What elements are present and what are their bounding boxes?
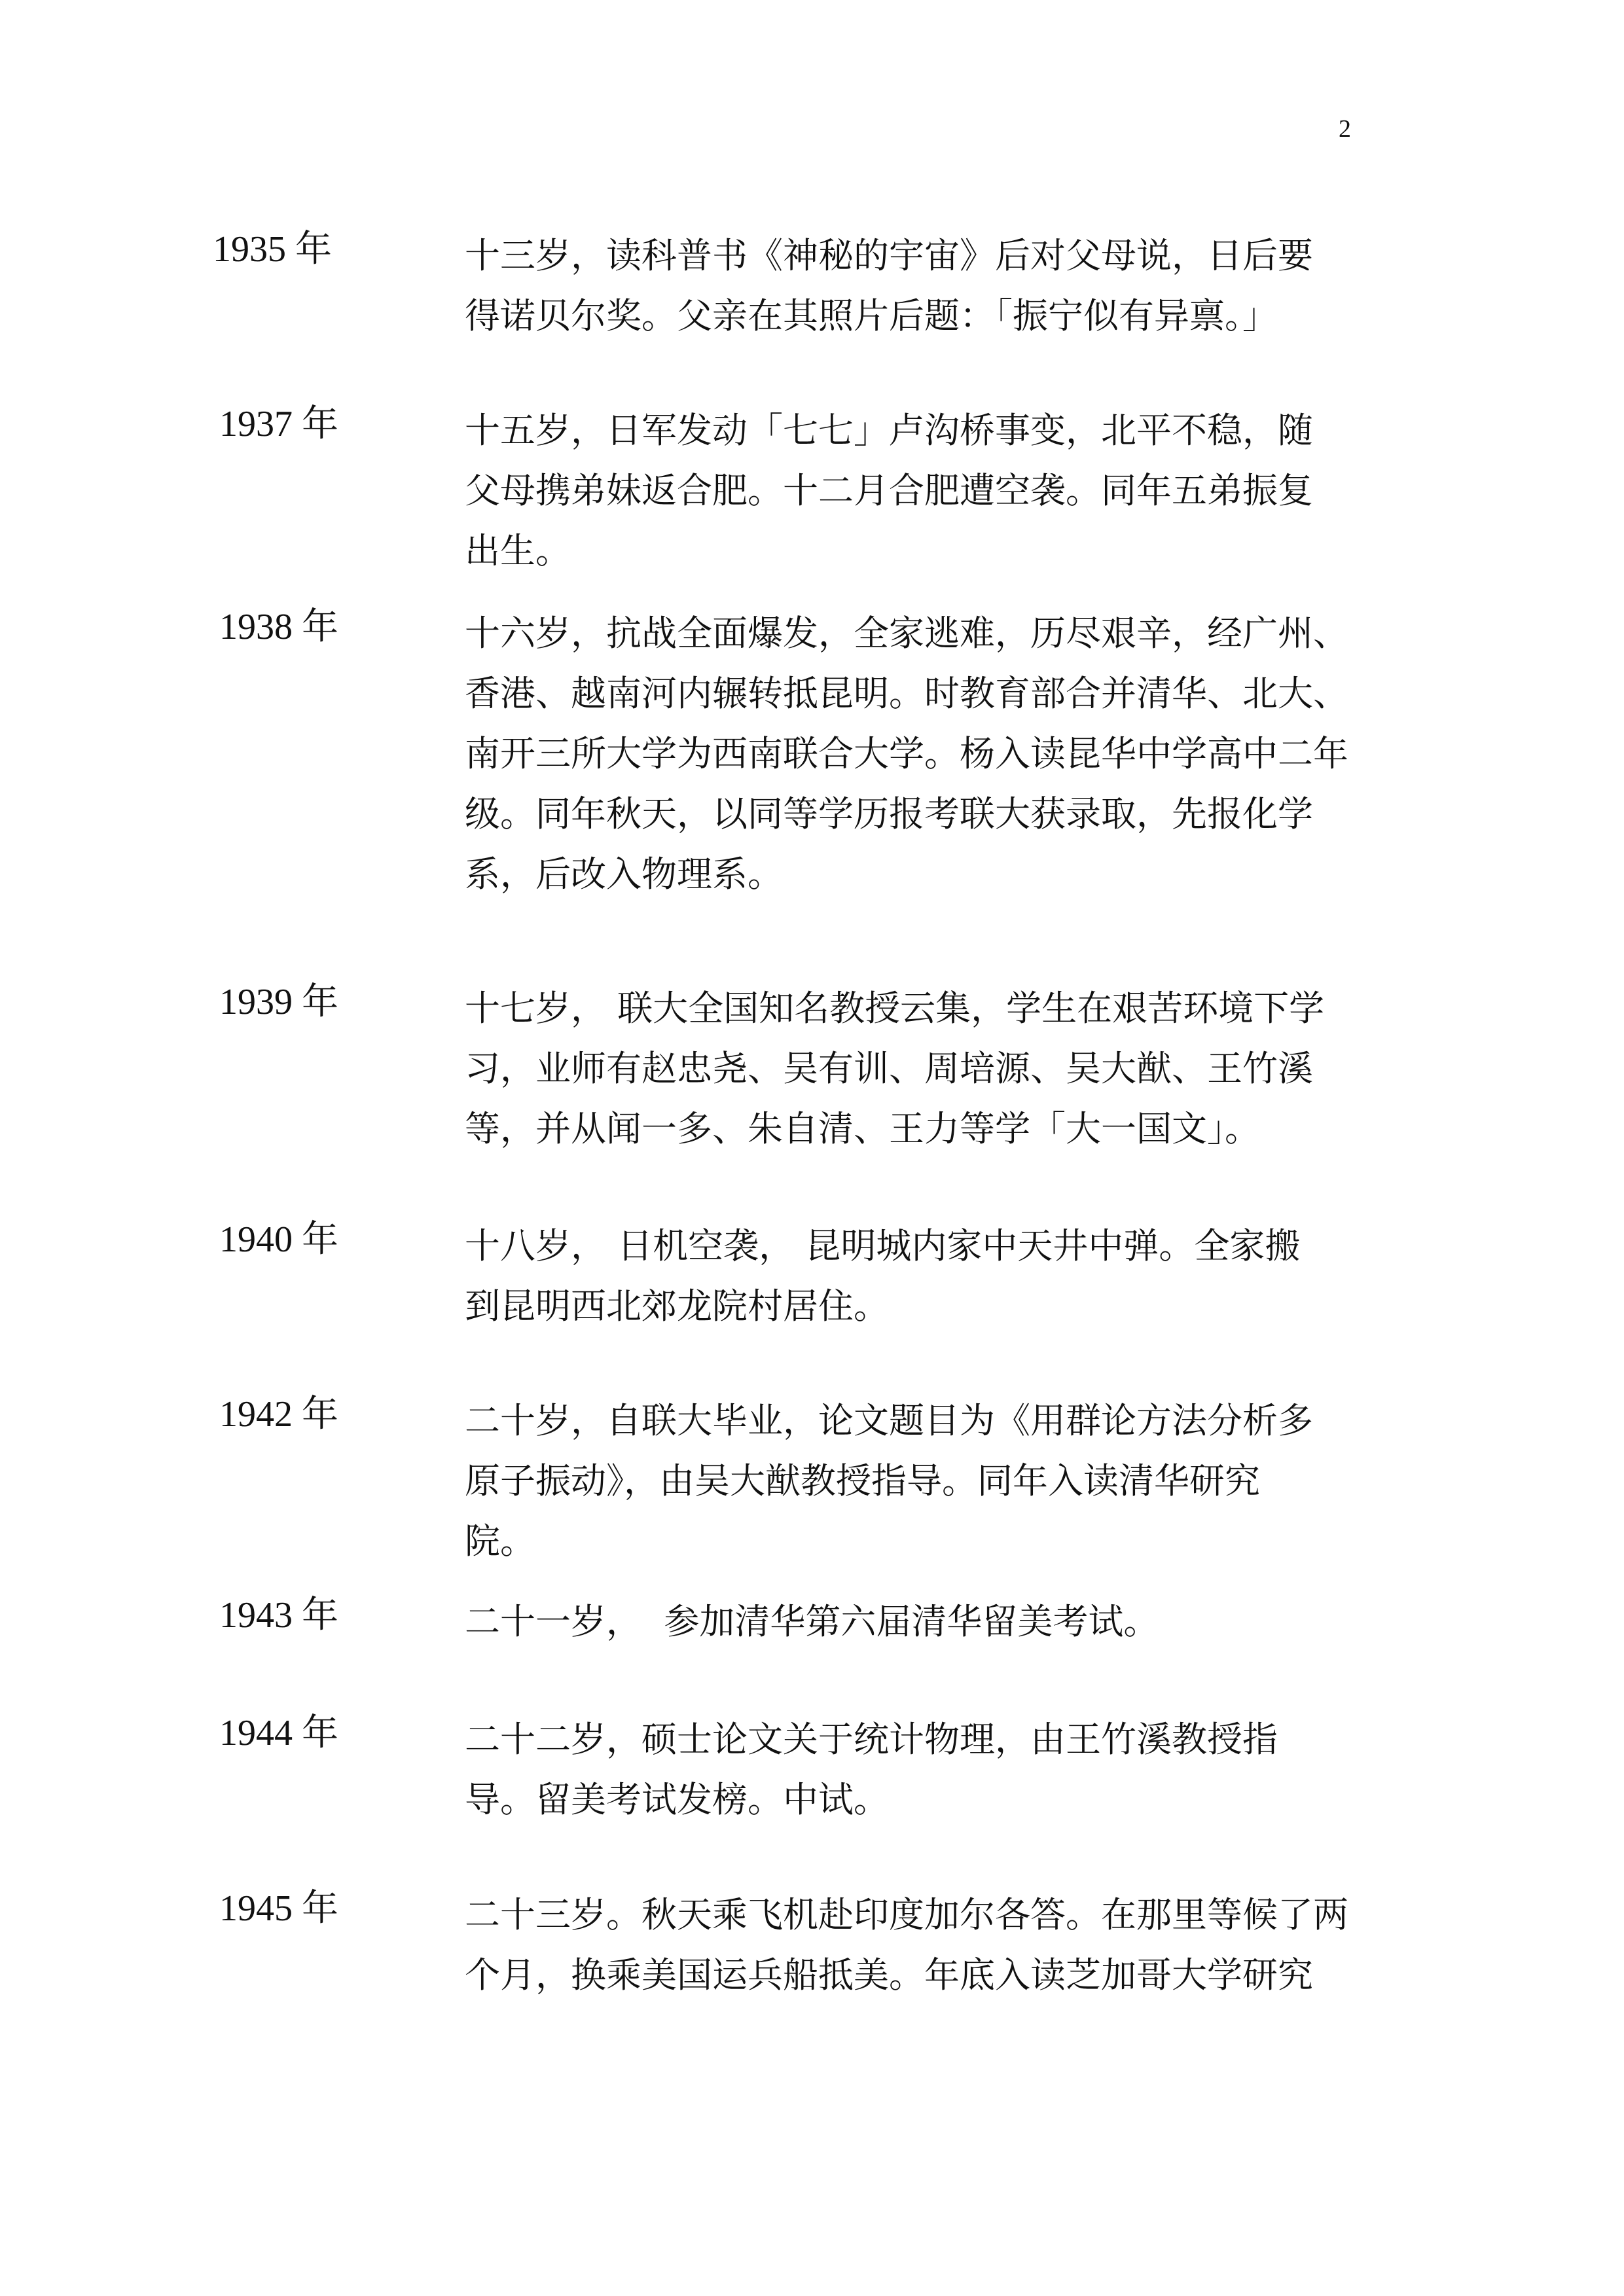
entry-description [465, 401, 1447, 581]
description-line: 十八岁， 日机空袭， 昆明城内家中天井中弹。全家搬 [465, 1225, 1301, 1266]
entry-year: 1945 年 [219, 1888, 338, 1929]
entry-year: 1937 年 [219, 404, 338, 444]
description-line: 习，业师有赵忠尧、吴有训、周培源、吴大猷、王竹溪 [465, 1048, 1313, 1089]
description-line: 到昆明西北郊龙院村居住。 [465, 1285, 889, 1327]
description-line: 个月，换乘美国运兵船抵美。年底入读芝加哥大学研究 [465, 1954, 1313, 1996]
entry-year: 1942 年 [219, 1394, 338, 1435]
description-line: 级。同年秋天，以同等学历报考联大获录取，先报化学 [465, 793, 1313, 834]
entry-description [465, 1216, 1447, 1336]
description-line: 二十三岁。秋天乘飞机赴印度加尔各答。在那里等候了两 [465, 1894, 1348, 1935]
description-line: 十三岁，读科普书《神秘的宇宙》后对父母说，日后要 [465, 235, 1313, 276]
description-line: 导。留美考试发榜。中试。 [465, 1779, 889, 1820]
description-line: 二十岁，自联大毕业，论文题目为《用群论方法分析多 [465, 1400, 1313, 1441]
entry-description [465, 603, 1447, 905]
description-line: 十七岁， 联大全国知名教授云集，学生在艰苦环境下学 [465, 988, 1325, 1029]
description-line: 十六岁，抗战全面爆发，全家逃难，历尽艰辛，经广州、 [465, 613, 1348, 654]
description-line: 原子振动》，由吴大猷教授指导。同年入读清华研究 [465, 1460, 1260, 1501]
entry-description [465, 1592, 1447, 1652]
description-line: 香港、越南河内辗转抵昆明。时教育部合并清华、北大、 [465, 673, 1348, 714]
description-line: 等，并从闻一多、朱自清、王力等学「大一国文」。 [465, 1108, 1260, 1149]
page-number: 2 [1339, 115, 1351, 143]
description-line: 十五岁，日军发动「七七」卢沟桥事变，北平不稳，随 [465, 410, 1313, 451]
description-line: 二十二岁，硕士论文关于统计物理，由王竹溪教授指 [465, 1719, 1278, 1760]
entry-description [465, 978, 1447, 1159]
entry-year: 1939 年 [219, 982, 338, 1022]
description-line: 院。 [465, 1520, 535, 1562]
entry-year: 1940 年 [219, 1219, 338, 1260]
entry-year: 1944 年 [219, 1713, 338, 1753]
entry-description [465, 226, 1447, 346]
entry-description [465, 1885, 1447, 2005]
description-line: 出生。 [465, 530, 571, 571]
description-line: 父母携弟妹返合肥。十二月合肥遭空袭。同年五弟振复 [465, 470, 1313, 511]
description-line: 得诺贝尔奖。父亲在其照片后题：「振宁似有异禀。」 [465, 295, 1278, 336]
entry-year: 1943 年 [219, 1595, 338, 1636]
description-line: 南开三所大学为西南联合大学。杨入读昆华中学高中二年 [465, 733, 1348, 774]
entry-year: 1935 年 [213, 229, 332, 270]
entry-description [465, 1710, 1447, 1830]
entry-year: 1938 年 [219, 607, 338, 647]
description-line: 系，后改入物理系。 [465, 853, 783, 895]
description-line: 二十一岁， 参加清华第六届清华留美考试。 [465, 1601, 1159, 1642]
entry-description [465, 1391, 1447, 1571]
